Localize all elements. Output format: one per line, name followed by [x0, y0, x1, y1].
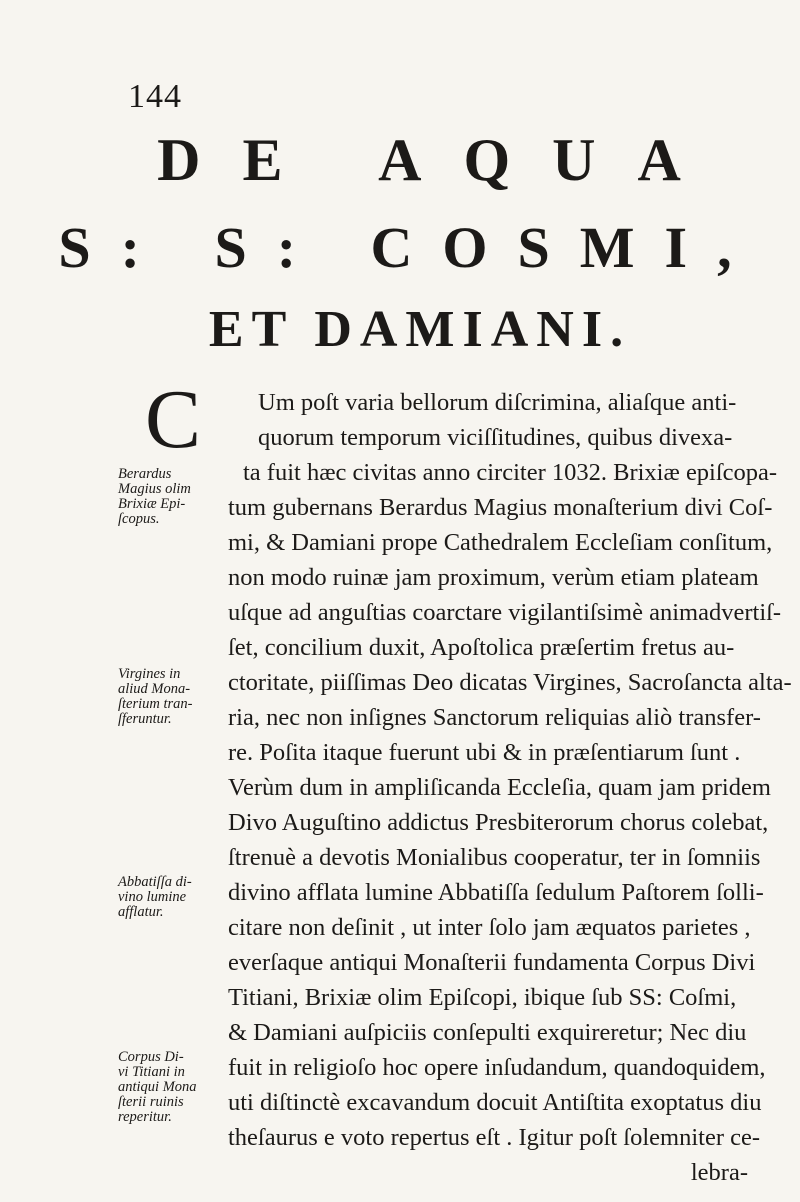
margin-note-abbatissa	[118, 875, 210, 920]
margin-note-line: vi Titiani in	[118, 1064, 185, 1080]
margin-note-line: Brixiæ Epi-	[118, 496, 186, 512]
body-line: uti diſtinctè excavandum docuit Antiſtita exoptatus diu	[228, 1089, 762, 1116]
drop-cap: C	[145, 373, 202, 466]
body-line: tum gubernans Berardus Magius monaſterium divi Coſ-	[228, 494, 773, 521]
margin-note-line: Virgines in	[118, 666, 181, 682]
body-line: Um poſt varia bellorum diſcrimina, aliaſque anti-	[258, 389, 737, 416]
body-line: mi, & Damiani prope Cathedralem Eccleſiam conſitum,	[228, 529, 773, 556]
margin-note-line: Abbatiſſa di-	[118, 874, 192, 890]
body-line: ria, nec non inſignes Sanctorum reliquias aliò transfer-	[228, 704, 761, 731]
margin-note-line: reperitur.	[118, 1109, 172, 1125]
body-line: citare non deſinit , ut inter ſolo jam æquatos parietes ,	[228, 914, 751, 941]
body-text	[228, 385, 792, 1190]
margin-note-berardus	[118, 467, 210, 527]
body-line: & Damiani auſpiciis conſepulti exquireretur; Nec diu	[228, 1019, 747, 1046]
margin-note-line: aliud Mona-	[118, 681, 191, 697]
body-line: quorum temporum viciſſitudines, quibus divexa-	[258, 424, 733, 451]
margin-note-line: afflatur.	[118, 904, 164, 920]
body-line: Verùm dum in ampliſicanda Eccleſia, quam jam pridem	[228, 774, 771, 801]
body-line: divino afflata lumine Abbatiſſa ſedulum Paſtorem ſolli-	[228, 879, 764, 906]
body-line: ſet, concilium duxit, Apoſtolica præſertim fretus au-	[228, 634, 735, 661]
body-line: ta fuit hæc civitas anno circiter 1032. Brixiæ epiſcopa-	[243, 459, 778, 486]
body-line: non modo ruinæ jam proximum, verùm etiam plateam	[228, 564, 759, 591]
body-line: fuit in religioſo hoc opere inſudandum, quandoquidem,	[228, 1054, 766, 1081]
page-number: 144	[128, 78, 182, 115]
body-line: uſque ad anguſtias coarctare vigilantiſsimè animadvertiſ-	[228, 599, 782, 626]
body-line: ſtrenuè a devotis Monialibus cooperatur, ter in ſomniis	[228, 844, 761, 871]
body-line: theſaurus e voto repertus eſt . Igitur poſt ſolemniter ce-	[228, 1124, 761, 1151]
body-line: everſaque antiqui Monaſterii fundamenta Corpus Divi	[228, 949, 756, 976]
body-line: Titiani, Brixiæ olim Epiſcopi, ibique ſub SS: Coſmi,	[228, 984, 737, 1011]
title-line-2: S: S: COSMI,	[58, 215, 762, 280]
body-line: Divo Auguſtino addictus Presbiterorum chorus colebat,	[228, 809, 769, 836]
margin-note-line: ſterium tran-	[118, 696, 193, 712]
body-line: re. Poſita itaque fuerunt ubi & in præſentiarum ſunt .	[228, 739, 741, 766]
margin-note-virgines	[118, 667, 210, 727]
margin-note-corpus	[118, 1050, 210, 1125]
body-line: lebra-	[690, 1159, 748, 1186]
title-line-1: DE AQUA	[157, 127, 723, 193]
margin-note-line: antiqui Mona	[118, 1079, 197, 1095]
title-line-3: ET DAMIANI.	[208, 301, 632, 358]
margin-note-line: vino lumine	[118, 889, 187, 905]
margin-note-line: Berardus	[118, 466, 172, 482]
margin-note-line: ſferuntur.	[118, 711, 172, 727]
margin-note-line: ſcopus.	[118, 511, 160, 527]
body-line: ctoritate, piiſſimas Deo dicatas Virgines, Sacroſancta alta-	[228, 669, 792, 696]
margin-note-line: Corpus Di-	[118, 1049, 184, 1065]
margin-note-line: ſterii ruinis	[118, 1094, 184, 1110]
margin-note-line: Magius olim	[118, 481, 191, 497]
